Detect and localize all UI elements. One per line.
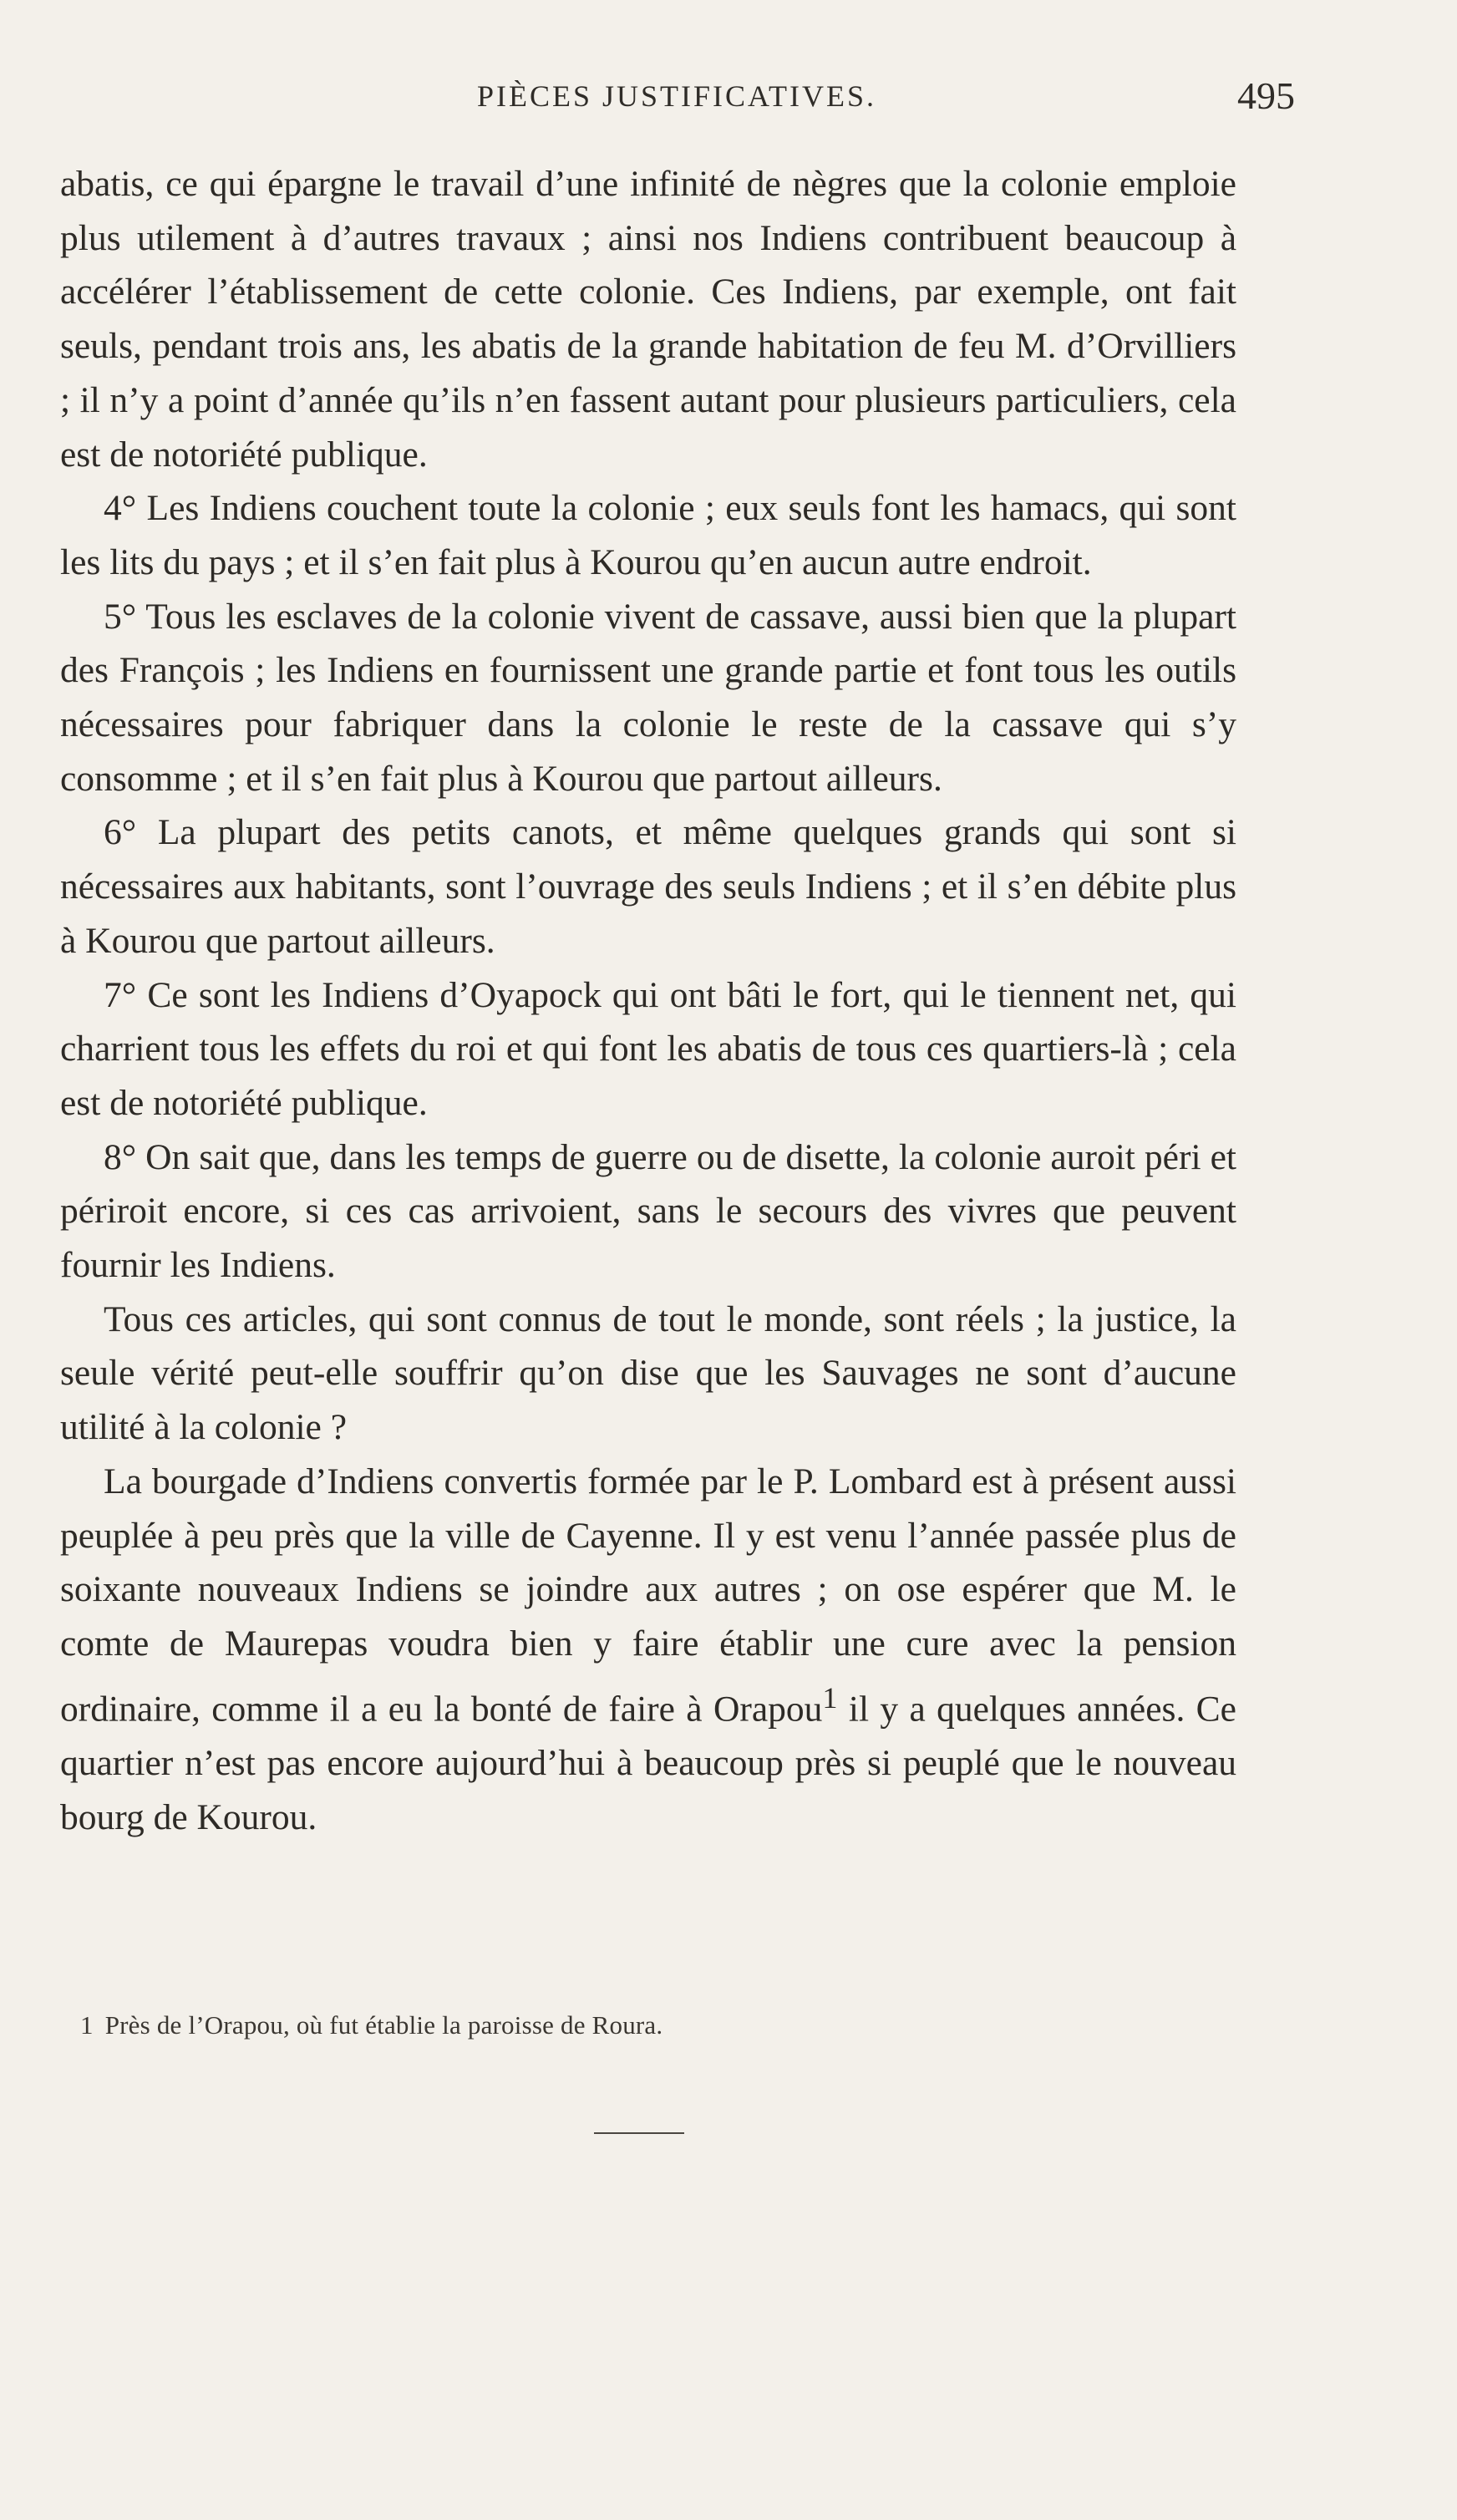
footnote-reference: 1 (822, 1680, 838, 1715)
running-title: PIÈCES JUSTIFICATIVES. (476, 79, 877, 113)
paragraph-article-7: 7° Ce sont les Indiens d’Oyapock qui ont bâti le fort, qui le tiennent net, qui charrient tous les effets du roi et qui font les abatis de tous ces quartiers-là ; cela est de notoriété publique. (60, 974, 1236, 1123)
footnote-text: Près de l’Orapou, où fut établie la paroisse de Roura. (104, 2010, 663, 2040)
running-head (58, 74, 1295, 124)
paragraph-bourgade (60, 1455, 1236, 1844)
footnote (80, 2009, 1233, 2042)
paragraph-article-4: 4° Les Indiens couchent toute la colonie ; eux seuls font les hamacs, qui sont les lits du pays ; et il s’en fait plus à Kourou qu’en aucun autre endroit. (60, 488, 1236, 582)
paragraph-continuation: abatis, ce qui épargne le travail d’une infinité de nègres que la colonie emploie plus utilement à d’autres travaux ; ainsi nos Indiens contribuent beaucoup à accélérer l’établissement de cette colonie. Ces Indiens, par exemple, ont fait seuls, pendant trois ans, les abatis de la grande habitation de feu M. d’Orvilliers ; il n’y a point d’année qu’ils n’en fassent autant pour plusieurs particuliers, cela est de notoriété publique. (60, 164, 1236, 475)
paragraph-article-8: 8° On sait que, dans les temps de guerre ou de disette, la colonie auroit péri et périroit encore, si ces cas arrivoient, sans le secours des vivres que peuvent fournir les Indiens. (60, 1136, 1236, 1286)
main-text (60, 157, 1236, 1844)
paragraph-bourgade-text-a: La bourgade d’Indiens convertis formée par le P. Lombard est à présent aussi peuplée à peu près que la ville de Cayenne. Il y est venu l’année passée plus de soixante nouveaux Indiens se joindre aux autres ; on ose espérer que M. le comte de Maurepas voudra bien y faire établir une cure avec la pension ordinaire, comme il a eu la bonté de faire à Orapou (60, 1461, 1236, 1730)
closing-rule (594, 2132, 684, 2134)
paragraph-summary: Tous ces articles, qui sont connus de tout le monde, sont réels ; la justice, la seule vérité peut-elle souffrir qu’on dise que les Sauvages ne sont d’aucune utilité à la colonie ? (60, 1298, 1236, 1448)
footnote-marker: 1 (80, 2010, 94, 2040)
paragraph-article-5: 5° Tous les esclaves de la colonie vivent de cassave, aussi bien que la plupart des François ; les Indiens en fournissent une grande partie et font tous les outils nécessaires pour fabriquer dans la colonie le reste de la cassave qui s’y consomme ; et il s’en fait plus à Kourou que partout ailleurs. (60, 596, 1236, 799)
paragraph-bourgade-text-b: il y a quelques années. Ce quartier n’est pas encore aujourd’hui à beaucoup près si peuplé que le nouveau bourg de Kourou. (60, 1689, 1236, 1837)
paragraph-article-6: 6° La plupart des petits canots, et même quelques grands qui sont si nécessaires aux habitants, sont l’ouvrage des seuls Indiens ; et il s’en débite plus à Kourou que partout ailleurs. (60, 812, 1236, 961)
page-number: 495 (1237, 74, 1295, 117)
